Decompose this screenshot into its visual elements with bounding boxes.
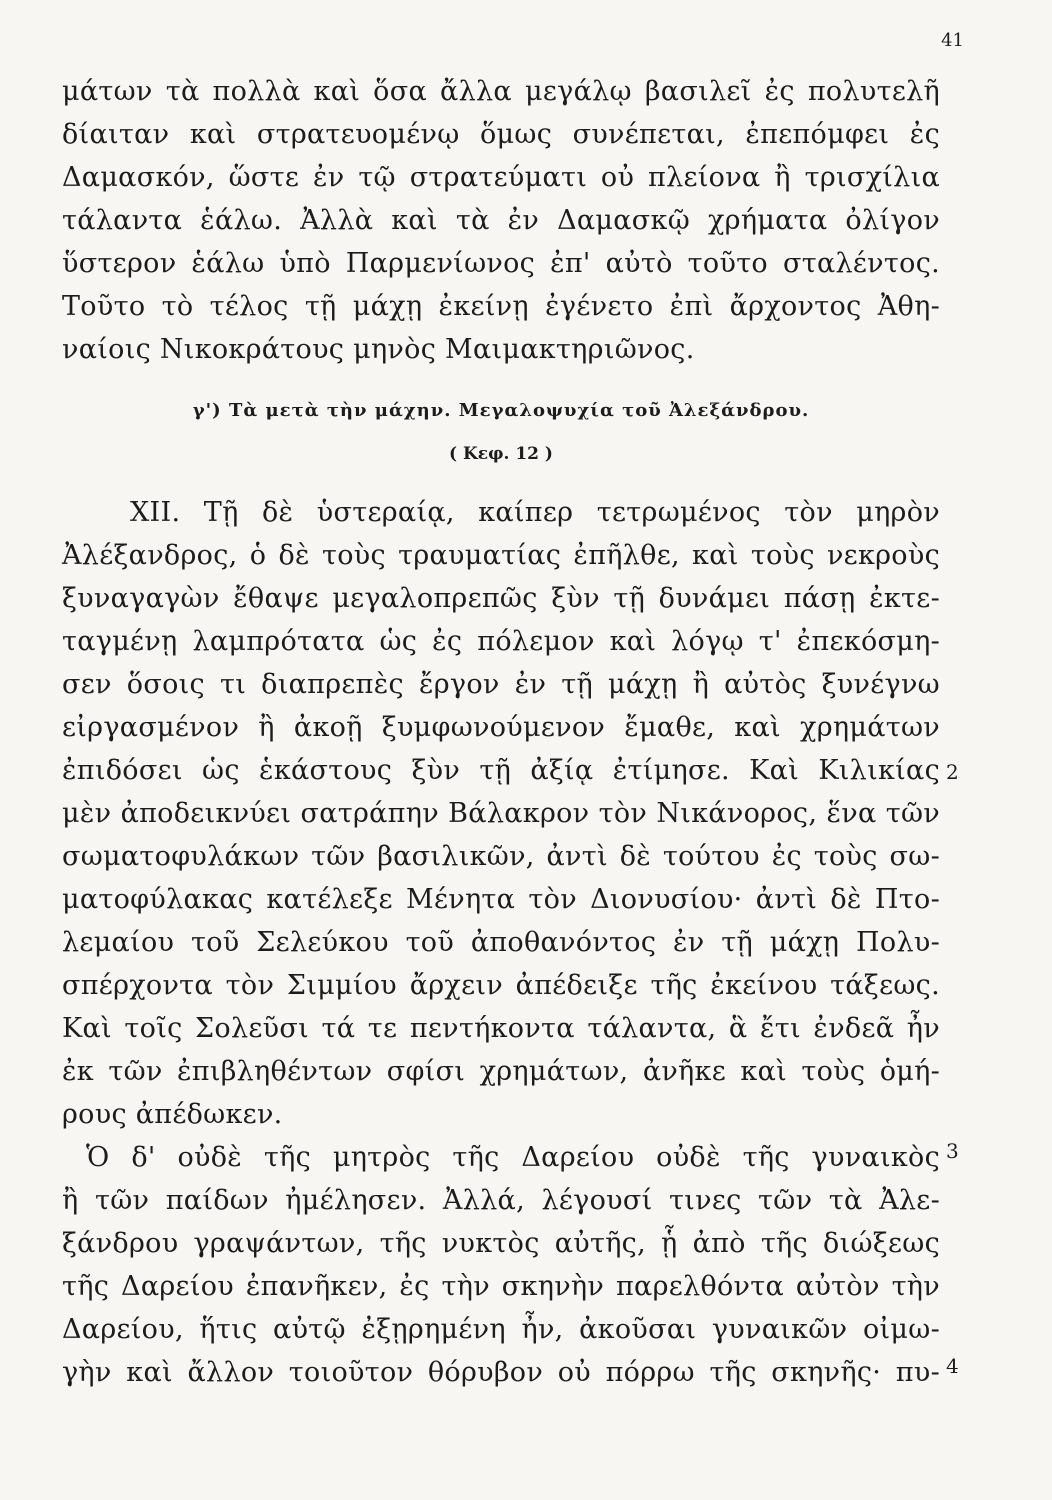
text-line: μὲν ἀποδεικνύει σατράπην Βάλακρον τὸν Νικάνορος, ἕνα τῶν xyxy=(62,798,940,829)
paragraph-1 xyxy=(62,70,940,371)
text-line: ξάνδρου γραψάντων, τῆς νυκτὸς αὐτῆς, ᾗ ἀπὸ τῆς διώξεως xyxy=(62,1228,940,1259)
text-line: σεν ὅσοις τι διαπρεπὲς ἔργον ἐν τῇ μάχῃ ἢ αὐτὸς ξυνέγνω xyxy=(62,669,940,700)
text-line: γὴν καὶ ἄλλον τοιοῦτον θόρυβον οὐ πόρρω τῆς σκηνῆς· πυ- xyxy=(62,1357,940,1388)
text-line: XII. Τῇ δὲ ὑστεραίᾳ, καίπερ τετρωμένος τὸν μηρὸν xyxy=(130,497,940,528)
text-line: Τοῦτο τὸ τέλος τῇ μάχῃ ἐκείνῃ ἐγένετο ἐπὶ ἄρχοντος Ἀθη- xyxy=(62,291,940,322)
text-line: Δαρείου, ἥτις αὐτῷ ἐξῃρημένη ἦν, ἀκοῦσαι γυναικῶν οἰμω- xyxy=(62,1314,940,1345)
text-line: ὕστερον ἑάλω ὑπὸ Παρμενίωνος ἐπ' αὐτὸ τοῦτο σταλέντος. xyxy=(62,248,940,279)
text-line: Ὁ δ' οὐδὲ τῆς μητρὸς τῆς Δαρείου οὐδὲ τῆς γυναικὸς xyxy=(86,1142,940,1173)
text-line: ἐκ τῶν ἐπιβληθέντων σφίσι χρημάτων, ἀνῆκε καὶ τοὺς ὁμή- xyxy=(62,1056,940,1087)
text-line: δίαιταν καὶ στρατευομένῳ ὅμως συνέπεται, ἐπεπόμφει ἐς xyxy=(62,119,940,150)
text-line: τῆς Δαρείου ἐπανῆκεν, ἐς τὴν σκηνὴν παρελθόντα αὐτὸν τὴν xyxy=(62,1271,940,1302)
margin-section-number: 4 xyxy=(946,1354,959,1378)
text-line: ξυναγαγὼν ἔθαψε μεγαλοπρεπῶς ξὺν τῇ δυνάμει πάσῃ ἐκτε- xyxy=(62,583,940,614)
text-line: ναίοις Νικοκράτους μηνὸς Μαιμακτηριῶνος. xyxy=(62,334,695,365)
margin-section-number: 2 xyxy=(946,760,959,784)
text-line: Καὶ τοῖς Σολεῦσι τά τε πεντήκοντα τάλαντα, ἃ ἔτι ἐνδεᾶ ἦν xyxy=(62,1013,940,1044)
section-heading: γ') Τὰ μετὰ τὴν μάχην. Μεγαλοψυχία τοῦ Ἀλεξάνδρου. xyxy=(192,400,810,421)
margin-section-number: 3 xyxy=(946,1139,959,1163)
text-line: ἢ τῶν παίδων ἠμέλησεν. Ἀλλά, λέγουσί τινες τῶν τὰ Ἀλε- xyxy=(62,1185,940,1216)
text-line: Δαμασκόν, ὥστε ἐν τῷ στρατεύματι οὐ πλείονα ἢ τρισχίλια xyxy=(62,162,940,193)
text-line: ἐπιδόσει ὡς ἑκάστους ξὺν τῇ ἀξίᾳ ἐτίμησε. Καὶ Κιλικίας xyxy=(62,755,940,786)
paragraph-2 xyxy=(62,491,940,1394)
text-line: λεμαίου τοῦ Σελεύκου τοῦ ἀποθανόντος ἐν τῇ μάχῃ Πολυ- xyxy=(62,927,940,958)
text-line: Ἀλέξανδρος, ὁ δὲ τοὺς τραυματίας ἐπῆλθε, καὶ τοὺς νεκροὺς xyxy=(62,540,940,571)
text-line: τάλαντα ἑάλω. Ἀλλὰ καὶ τὰ ἐν Δαμασκῷ χρήματα ὀλίγον xyxy=(62,205,940,236)
text-line: ματοφύλακας κατέλεξε Μένητα τὸν Διονυσίου· ἀντὶ δὲ Πτο- xyxy=(62,884,940,915)
text-line: σπέρχοντα τὸν Σιμμίου ἄρχειν ἀπέδειξε τῆς ἐκείνου τάξεως. xyxy=(62,970,940,1001)
text-line: σωματοφυλάκων τῶν βασιλικῶν, ἀντὶ δὲ τούτου ἐς τοὺς σω- xyxy=(62,841,940,872)
page-number: 41 xyxy=(941,30,964,51)
chapter-reference: ( Κεφ. 12 ) xyxy=(449,444,553,464)
text-line: μάτων τὰ πολλὰ καὶ ὅσα ἄλλα μεγάλῳ βασιλεῖ ἐς πολυτελῆ xyxy=(62,76,940,107)
text-line: ταγμένῃ λαμπρότατα ὡς ἐς πόλεμον καὶ λόγῳ τ' ἐπεκόσμη- xyxy=(62,626,940,657)
text-line: ρους ἀπέδωκεν. xyxy=(62,1099,283,1130)
text-line: εἰργασμένον ἢ ἀκοῇ ξυμφωνούμενον ἔμαθε, καὶ χρημάτων xyxy=(62,712,940,743)
